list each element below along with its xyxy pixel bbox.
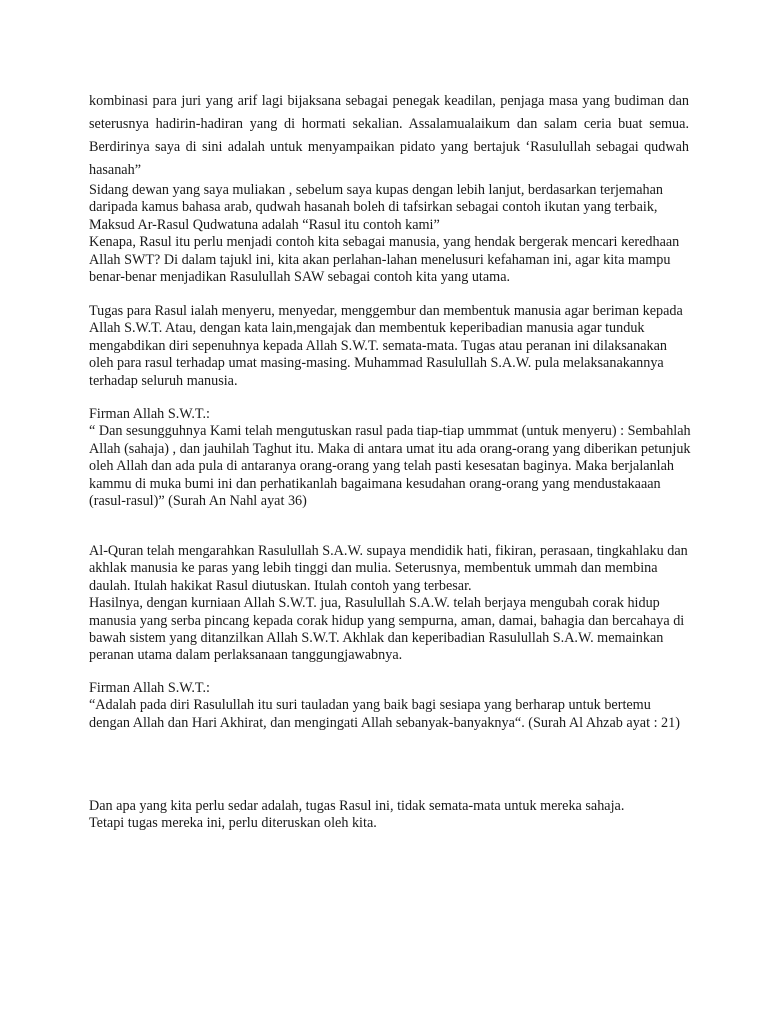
text-line: “Adalah pada diri Rasulullah itu suri tauladan yang baik bagi sesiapa yang berharap untuk bertemu — [89, 697, 651, 714]
text-line: seterusnya hadirin-hadiran yang di hormati sekalian. Assalamualaikum dan salam ceria buat semua. — [89, 116, 689, 132]
paragraph-firman-al-ahzab — [89, 680, 689, 732]
paragraph-al-quran — [89, 543, 689, 665]
text-line: mengabdikan diri sepenuhnya kepada Allah S.W.T. semata-mata. Tugas atau peranan ini dilaksanakan — [89, 337, 667, 354]
text-line: Maksud Ar-Rasul Qudwatuna adalah “Rasul itu contoh kami” — [89, 216, 440, 233]
paragraph-tugas-rasul — [89, 303, 689, 390]
text-line: manusia yang serba pincang kepada corak hidup yang sempurna, aman, damai, bahagia dan bercahaya di — [89, 612, 685, 629]
text-line: benar-benar menjadikan Rasulullah SAW sebagai contoh kita yang utama. — [89, 269, 511, 286]
text-line: dengan Allah dan Hari Akhirat, dan mengingati Allah sebanyak-banyaknya“. (Surah Al Ahzab ayat : 21) — [89, 714, 680, 731]
paragraph-firman-an-nahl — [89, 406, 689, 510]
text-line: Dan apa yang kita perlu sedar adalah, tugas Rasul ini, tidak semata-mata untuk mereka sahaja. — [89, 798, 625, 814]
text-line: hasanah” — [89, 162, 141, 178]
text-line: Kenapa, Rasul itu perlu menjadi contoh kita sebagai manusia, yang hendak bergerak mencari keredhaan — [89, 234, 680, 251]
text-line: Berdirinya saya di sini adalah untuk menyampaikan pidato yang bertajuk ‘Rasulullah sebagai qudwah — [89, 139, 689, 155]
text-line: Sidang dewan yang saya muliakan , sebelum saya kupas dengan lebih lanjut, berdasarkan terjemahan — [89, 182, 664, 198]
text-line: Firman Allah S.W.T.: — [89, 680, 210, 696]
text-line: Al-Quran telah mengarahkan Rasulullah S.A.W. supaya mendidik hati, fikiran, perasaan, tingkahlaku dan — [89, 543, 688, 559]
text-line: terhadap seluruh manusia. — [89, 372, 238, 389]
paragraph-definition — [89, 182, 689, 286]
text-line: daulah. Itulah hakikat Rasul diutuskan. Itulah contoh yang terbesar. — [89, 577, 472, 594]
text-line: Tugas para Rasul ialah menyeru, menyedar, menggembur dan membentuk manusia agar beriman kepada — [89, 303, 683, 319]
text-line: (rasul-rasul)” (Surah An Nahl ayat 36) — [89, 493, 307, 510]
text-line: Allah (sahaja) , dan jauhilah Taghut itu. Maka di antara umat itu ada orang-orang yang diberikan petunjuk — [89, 440, 691, 457]
text-line: oleh Allah dan ada pula di antaranya orang-orang yang telah pasti kesesatan baginya. Maka berjalanlah — [89, 458, 675, 475]
text-line: kammu di muka bumi ini dan perhatikanlah bagaimana kesudahan orang-orang yang mendustakaaan — [89, 475, 661, 492]
text-line: Firman Allah S.W.T.: — [89, 406, 210, 422]
paragraph-closing — [89, 798, 689, 833]
text-line: oleh para rasul terhadap umat masing-masing. Muhammad Rasulullah S.A.W. pula melaksanakannya — [89, 355, 664, 372]
text-line: “ Dan sesungguhnya Kami telah mengutuskan rasul pada tiap-tiap ummmat (untuk menyeru) : Sembahlah — [89, 423, 691, 440]
text-line: Tetapi tugas mereka ini, perlu diteruskan oleh kita. — [89, 815, 377, 832]
paragraph-opening — [89, 90, 689, 182]
text-line: Allah S.W.T. Atau, dengan kata lain,mengajak dan membentuk keperibadian manusia agar tunduk — [89, 320, 645, 337]
text-line: peranan utama dalam perlaksanaan tanggungjawabnya. — [89, 647, 403, 664]
text-line: Allah SWT? Di dalam tajukl ini, kita akan perlahan-lahan menelusuri kefahaman ini, agar kita mampu — [89, 251, 671, 268]
text-line: akhlak manusia ke paras yang lebih tinggi dan mulia. Seterusnya, membentuk ummah dan membina — [89, 560, 658, 577]
text-line: kombinasi para juri yang arif lagi bijaksana sebagai penegak keadilan, penjaga masa yang budiman dan — [89, 93, 689, 109]
text-line: bawah sistem yang ditanzilkan Allah S.W.T. Akhlak dan keperibadian Rasulullah S.A.W. memainkan — [89, 630, 664, 647]
text-line: Hasilnya, dengan kurniaan Allah S.W.T. jua, Rasulullah S.A.W. telah berjaya mengubah corak hidup — [89, 595, 660, 612]
text-line: daripada kamus bahasa arab, qudwah hasanah boleh di tafsirkan sebagai contoh ikutan yang terbaik, — [89, 199, 658, 216]
